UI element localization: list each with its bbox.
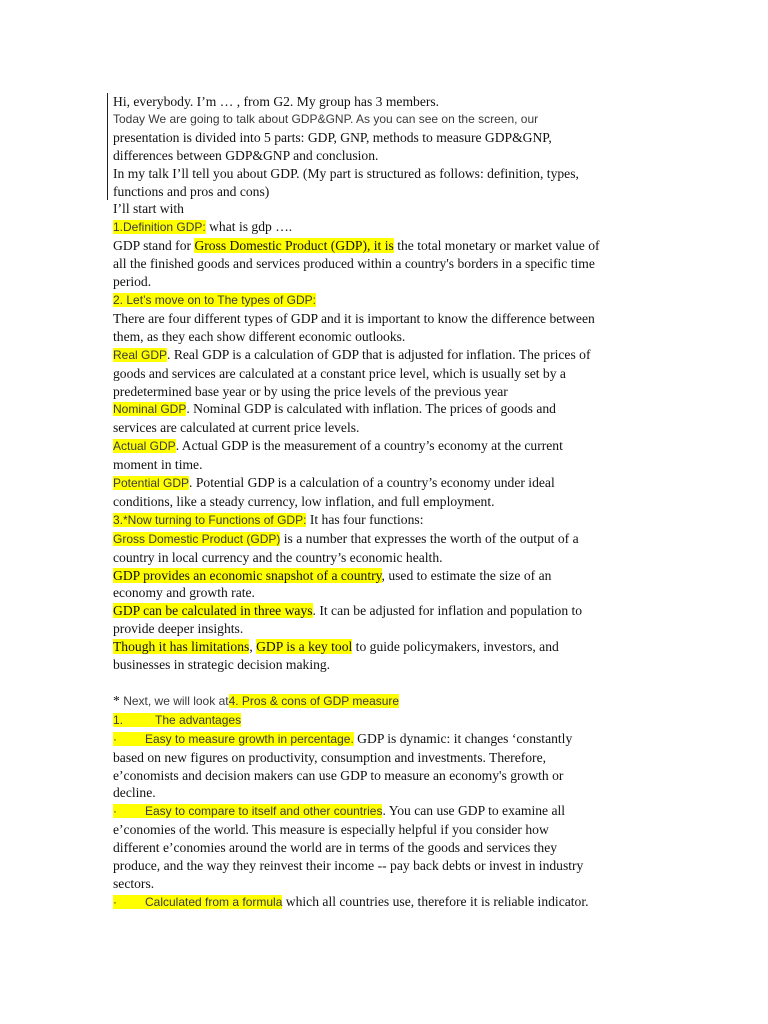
text: period. xyxy=(113,274,152,290)
text: . Nominal GDP is calculated with inflation. The prices of goods and xyxy=(186,401,556,417)
advantage-line xyxy=(113,767,653,785)
text: goods and services are calculated at a constant price level, which is usually set by a xyxy=(113,365,566,381)
types-line xyxy=(113,346,653,365)
advantage-line xyxy=(113,875,653,893)
text: e’conomies of the world. This measure is especially helpful if you consider how xyxy=(113,822,549,838)
text: what is gdp …. xyxy=(205,219,293,235)
intro-line xyxy=(113,200,653,218)
highlight: Gross Domestic Product (GDP), it is xyxy=(194,238,394,254)
highlight: 2. Let’s move on to xyxy=(113,292,218,307)
text: is a number that expresses the worth of the output of a xyxy=(280,530,579,546)
intro-line xyxy=(113,129,653,147)
greeting-text: Hi, everybody. I’m … , from G2. My group has 3 members. xyxy=(113,94,440,109)
highlight: Gross Domestic Product (GDP) xyxy=(113,531,281,546)
highlight: Though it has limitations xyxy=(113,639,250,655)
text: predetermined base year or by using the price levels of the previous year xyxy=(113,383,508,399)
functions-line xyxy=(113,584,653,602)
intro-block xyxy=(107,93,653,200)
functions-line xyxy=(113,602,653,620)
advantage-title: Easy to measure growth in percentage. xyxy=(145,731,354,746)
text: . You can use GDP to examine all xyxy=(382,803,566,819)
intro-text: functions and pros and cons) xyxy=(113,183,270,199)
types-line xyxy=(113,419,653,437)
advantage-item xyxy=(113,730,653,749)
text: services are calculated at current price levels. xyxy=(113,420,360,436)
intro-line xyxy=(113,183,653,201)
types-line xyxy=(113,437,653,456)
text: . Potential GDP is a calculation of a country’s economy under ideal xyxy=(189,475,555,491)
bullet-icon: · xyxy=(113,731,117,746)
text: conditions, like a steady currency, low inflation, and full employment. xyxy=(113,493,495,509)
text: businesses in strategic decision making. xyxy=(113,657,331,673)
types-line xyxy=(113,456,653,474)
intro-line xyxy=(113,147,653,165)
text: There are four different types of GDP and it is important to know the difference between xyxy=(113,310,595,326)
text: country in local currency and the country’s economic health. xyxy=(113,549,443,565)
highlight: Potential GDP xyxy=(113,476,190,491)
spacer xyxy=(113,674,653,692)
highlight: Real GDP xyxy=(113,347,168,362)
text: GDP stand for xyxy=(113,238,195,254)
text: , used to estimate the size of an xyxy=(381,567,552,583)
advantage-line xyxy=(113,784,653,802)
types-line xyxy=(113,493,653,511)
intro-text: In my talk I’ll tell you about GDP. (My part is structured as follows: definition, types, xyxy=(113,165,579,181)
advantage-item xyxy=(113,893,653,912)
text: . Actual GDP is the measurement of a country’s economy at the current xyxy=(175,438,563,454)
intro-line xyxy=(113,165,653,183)
advantages-heading xyxy=(113,711,653,730)
bullet-icon: · xyxy=(113,894,117,909)
text: decline. xyxy=(113,785,156,801)
definition-heading xyxy=(113,218,653,237)
advantage-line xyxy=(113,749,653,767)
functions-line xyxy=(113,656,653,674)
advantage-title: Easy to compare to itself and other countries xyxy=(145,804,383,819)
intro-line xyxy=(113,93,653,111)
list-number: 1. xyxy=(113,712,124,727)
highlight: Actual GDP xyxy=(113,439,176,454)
text: e’conomists and decision makers can use GDP to measure an economy's growth or xyxy=(113,767,564,783)
functions-line xyxy=(113,638,653,656)
text: economy and growth rate. xyxy=(113,585,255,601)
types-line xyxy=(113,365,653,383)
text: produce, and the way they reinvest their income -- pay back debts or invest in industry xyxy=(113,858,584,874)
highlight: 4. Pros & cons of GDP measure xyxy=(228,693,400,708)
functions-line xyxy=(113,567,653,585)
types-line xyxy=(113,310,653,328)
functions-heading xyxy=(113,511,653,530)
highlight xyxy=(113,804,382,818)
highlight: GDP provides an economic snapshot of a country xyxy=(113,567,382,583)
text: the total monetary or market value of xyxy=(393,238,600,254)
intro-text: presentation is divided into 5 parts: GDP, GNP, methods to measure GDP&GNP, xyxy=(113,129,552,145)
functions-line xyxy=(113,549,653,567)
text: them, as they each show different economic outlooks. xyxy=(113,328,406,344)
advantage-item xyxy=(113,802,653,821)
definition-line xyxy=(113,273,653,291)
highlight: The types of GDP: xyxy=(217,292,317,307)
types-line xyxy=(113,400,653,419)
intro-line xyxy=(113,111,653,129)
intro-text: differences between GDP&GNP and conclusion. xyxy=(113,147,379,163)
functions-line xyxy=(113,620,653,638)
highlight xyxy=(113,732,354,746)
advantage-line xyxy=(113,839,653,857)
text: moment in time. xyxy=(113,457,203,473)
advantages-label: The advantages xyxy=(155,712,242,727)
intro-text: I’ll start with xyxy=(113,201,184,217)
highlight: Nominal GDP xyxy=(113,402,187,417)
document-page xyxy=(113,93,653,912)
text: provide deeper insights. xyxy=(113,621,244,637)
text: all the finished goods and services produced within a country's borders in a specific time xyxy=(113,256,595,272)
advantage-line xyxy=(113,857,653,875)
types-heading xyxy=(113,291,653,310)
types-line xyxy=(113,383,653,401)
text: Next, we will look at xyxy=(123,693,229,708)
bullet-icon: · xyxy=(113,804,117,819)
highlight: GDP can be calculated in three ways xyxy=(113,603,313,619)
text: GDP is dynamic: it changes ‘constantly xyxy=(353,730,573,746)
highlight xyxy=(113,713,241,727)
highlight: 1.Definition GDP: xyxy=(113,220,206,235)
text: which all countries use, therefore it is reliable indicator. xyxy=(282,893,589,909)
text: It has four functions: xyxy=(306,511,424,527)
text: . It can be adjusted for inflation and population to xyxy=(312,603,583,619)
highlight: 3.*Now turning to xyxy=(113,512,209,527)
highlight: GDP is a key tool xyxy=(256,639,353,655)
text: , xyxy=(249,639,257,655)
text: sectors. xyxy=(113,875,155,891)
text: different e’conomies around the world are in terms of the goods and services they xyxy=(113,840,558,856)
definition-line xyxy=(113,255,653,273)
text: to guide policymakers, investors, and xyxy=(352,639,559,655)
pros-heading xyxy=(113,692,653,711)
definition-line xyxy=(113,237,653,255)
functions-line xyxy=(113,530,653,549)
intro-text: Today We are going to talk about GDP&GNP. As you can see on the screen, our xyxy=(113,111,539,126)
types-line xyxy=(113,474,653,493)
text: . Real GDP is a calculation of GDP that is adjusted for inflation. The prices of xyxy=(167,346,591,362)
star-marker: * xyxy=(113,692,124,708)
types-line xyxy=(113,328,653,346)
highlight: Functions of GDP: xyxy=(208,512,307,527)
advantage-title: Calculated from a formula xyxy=(145,894,283,909)
text: based on new figures on productivity, consumption and investments. Therefore, xyxy=(113,749,547,765)
advantage-line xyxy=(113,821,653,839)
highlight xyxy=(113,895,282,909)
